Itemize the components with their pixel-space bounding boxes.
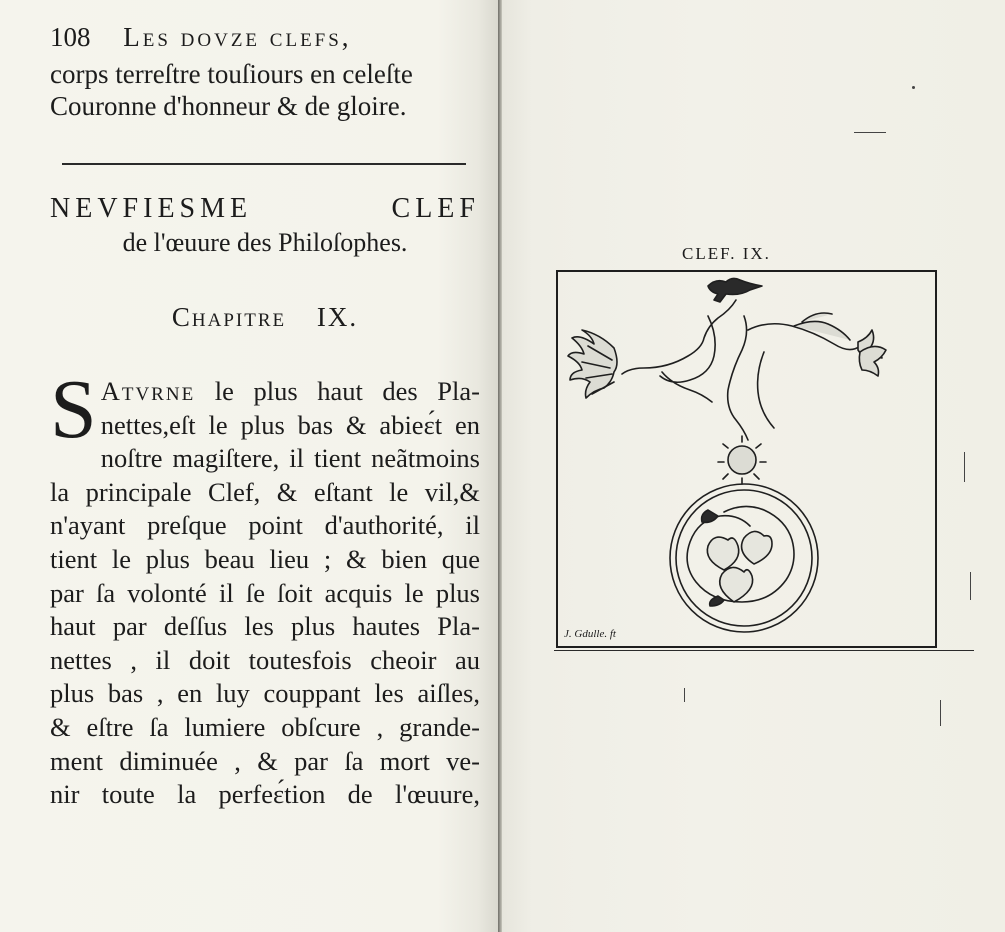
plate-baseline	[554, 650, 974, 651]
body-line: tient le plus beau lieu ; & bien que	[50, 543, 480, 574]
first-word-smallcaps: Atvrne	[100, 376, 196, 406]
body-line: nettes , il doit toutesfois cheoir au	[50, 644, 480, 675]
body-line: noſtre magiſtere, il tient neãtmoins	[100, 443, 480, 474]
first-line-rest: le plus haut des Pla-	[195, 376, 480, 406]
body-line: par ſa volonté il ſe ſoit acquis le plus	[50, 577, 480, 608]
heart-shape	[720, 567, 753, 602]
body-line: nir toute la perfeɛ́tion de l'œuure,	[50, 779, 480, 810]
chapter-subheading: de l'œuure des Philoſophes.	[122, 228, 408, 257]
continuation-text	[50, 58, 490, 122]
body-line: nettes,eſt le plus bas & abieɛ́t en	[100, 409, 480, 440]
engraving-plate	[556, 270, 937, 648]
plate-title: CLEF. IX.	[682, 244, 771, 263]
chapitre-word: Chapitre	[171, 302, 287, 332]
continuation-line: corps terreſtre touſiours en celeſte	[50, 59, 413, 89]
paper-mark	[684, 688, 685, 702]
body-line	[94, 375, 480, 409]
chapter-heading-word: NEVFIESME	[50, 193, 253, 224]
body-line: haut par deſſus les plus hautes Pla-	[50, 611, 480, 642]
left-figure	[622, 300, 736, 402]
paper-speck	[912, 86, 915, 89]
heart-shape	[742, 531, 772, 564]
body-line: n'ayant preſque point d'authorité, il	[50, 510, 480, 541]
paper-mark	[940, 700, 941, 726]
page-number: 108	[50, 22, 91, 52]
heart-shape	[707, 537, 738, 570]
running-head: Les dovze clefs,	[123, 22, 352, 52]
crow-figure	[708, 278, 762, 302]
body-line: la principale Clef, & eſtant le vil,&	[50, 476, 480, 507]
engraver-signature: J. Gdulle. ft	[564, 628, 616, 640]
spiky-sphere	[728, 446, 756, 474]
body-line: plus bas , en luy couppant les aiſles,	[50, 678, 480, 709]
paper-mark	[854, 132, 886, 133]
body-text	[50, 363, 480, 812]
alchemical-engraving	[558, 272, 935, 646]
section-rule	[62, 163, 466, 165]
paper-mark	[970, 572, 971, 600]
chapter-heading	[50, 193, 480, 225]
chapter-heading-word: CLEF	[391, 193, 480, 224]
continuation-line: Couronne d'honneur & de gloire.	[50, 91, 407, 121]
right-wing	[859, 346, 886, 376]
page-header	[50, 22, 480, 53]
inner-circle	[676, 490, 812, 626]
body-line: & eſtre ſa lumiere obſcure , grande-	[50, 711, 480, 742]
right-page	[502, 0, 1005, 932]
left-page	[0, 0, 498, 932]
paper-mark	[964, 452, 965, 482]
chapter-number-line	[50, 302, 480, 333]
chapitre-number: IX.	[316, 302, 359, 332]
drop-cap: S	[50, 363, 97, 456]
body-line: ment diminuée , & par ſa mort ve-	[50, 745, 480, 776]
